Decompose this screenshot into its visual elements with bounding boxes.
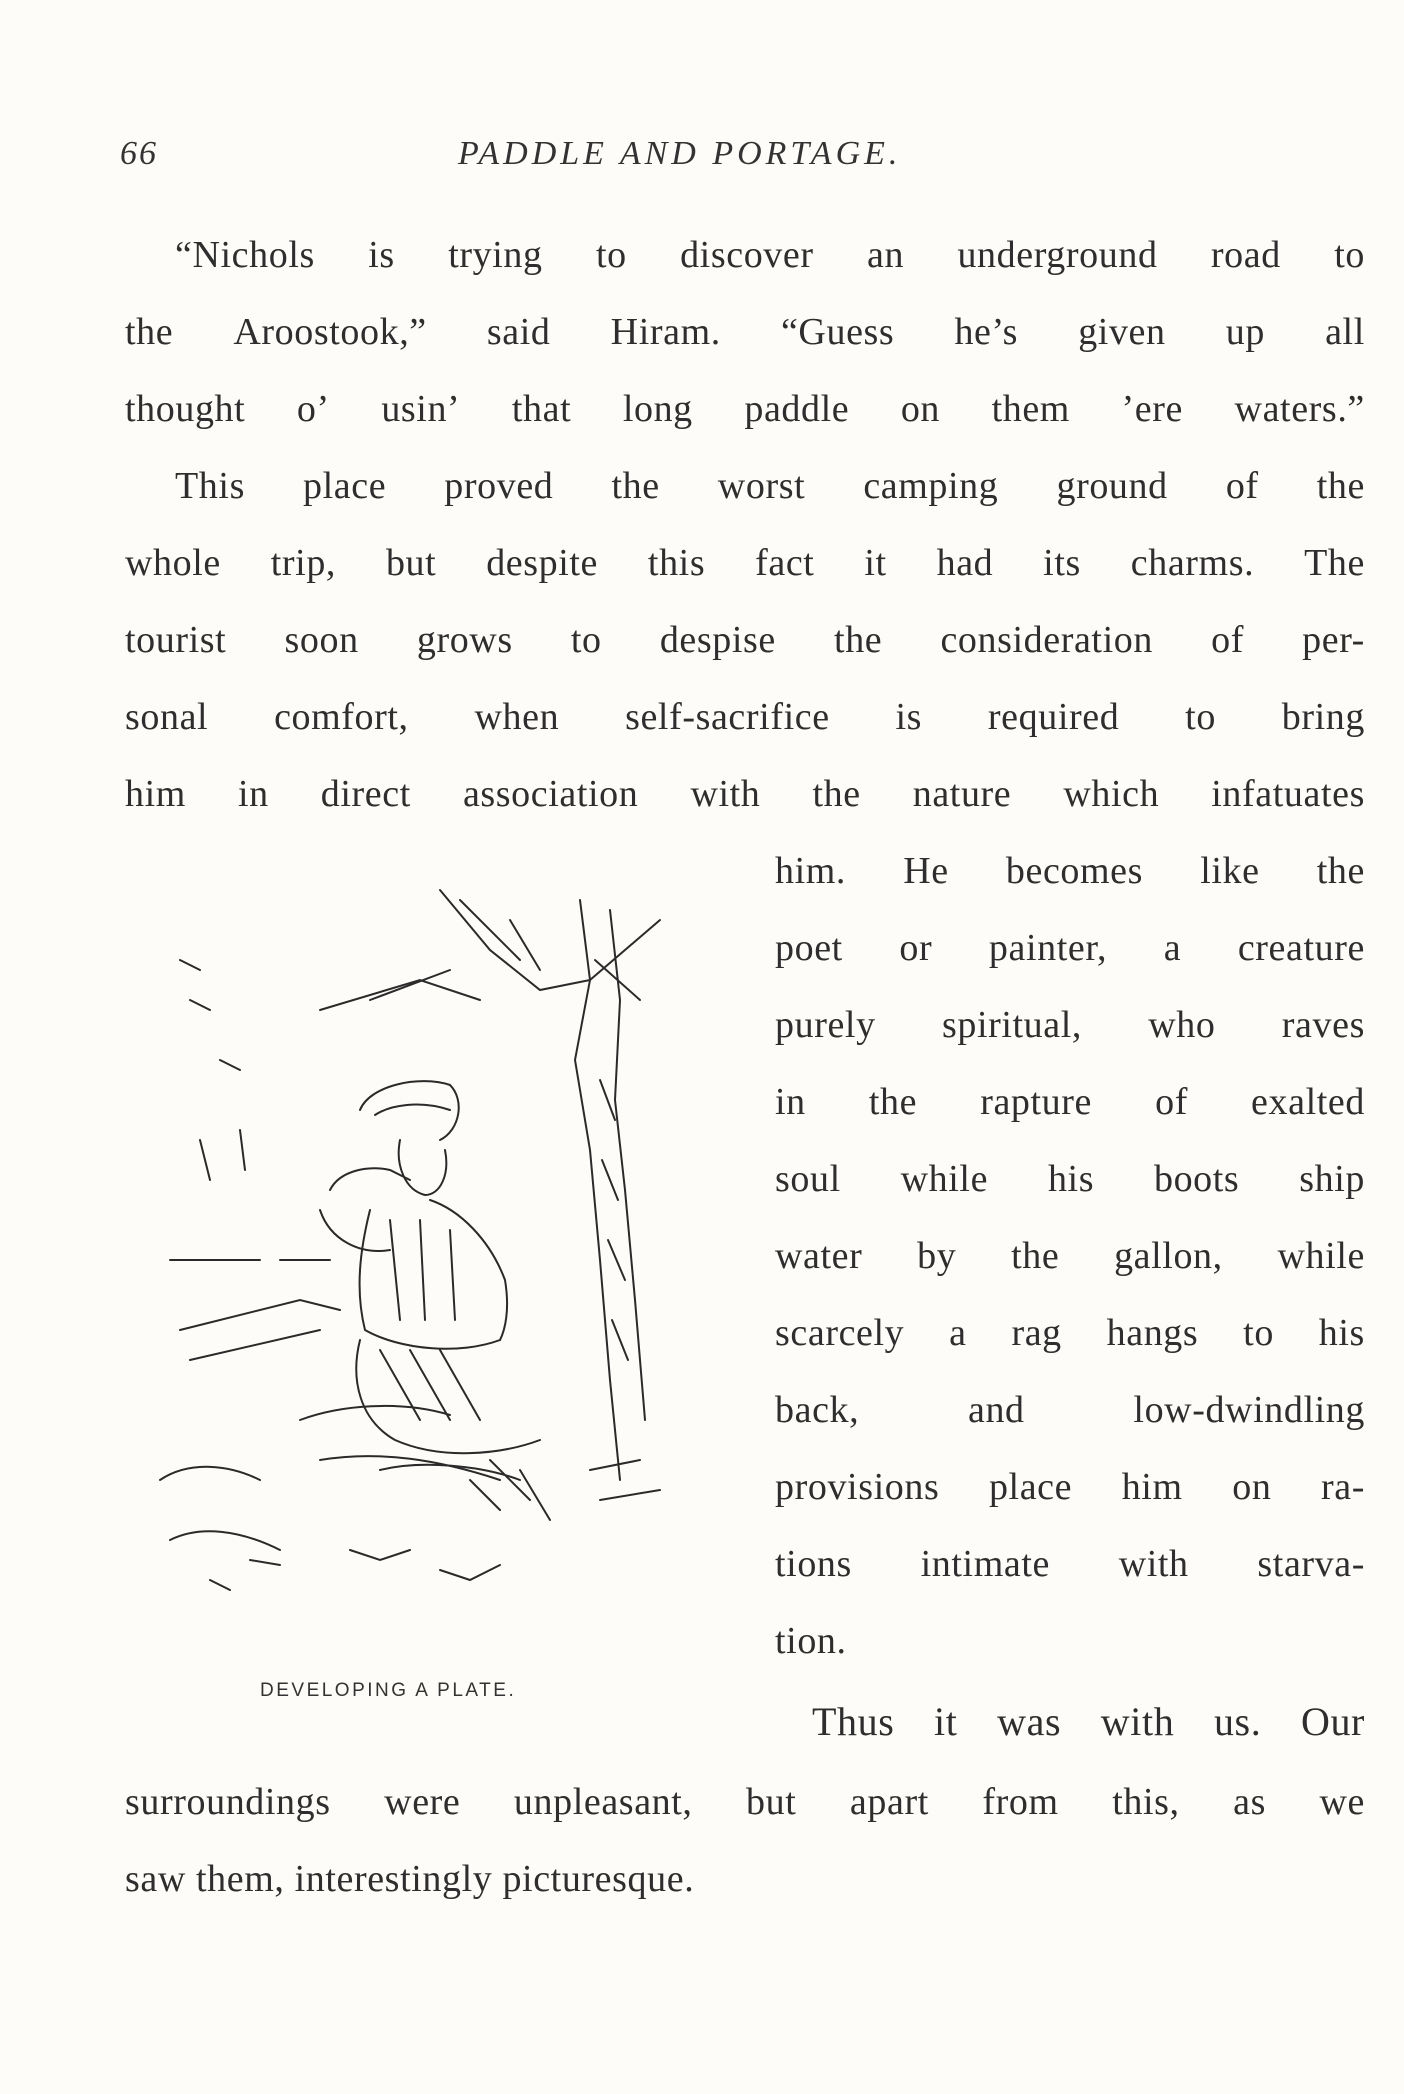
text-line: [775, 995, 1365, 1055]
word: unpleasant,: [513, 1781, 693, 1823]
word: gallon,: [1114, 1235, 1223, 1277]
word: up: [1225, 311, 1265, 353]
word: ship: [1299, 1158, 1365, 1200]
word: fact: [755, 542, 815, 584]
word: given: [1078, 311, 1166, 353]
word: comfort,: [274, 696, 409, 738]
word: Thus: [812, 1699, 895, 1744]
word: purely: [775, 1004, 876, 1046]
word: Aroostook,”: [233, 311, 427, 353]
word: paddle: [744, 388, 850, 430]
text-line: [775, 1226, 1365, 1286]
word: which: [1063, 773, 1160, 815]
word: “Guess: [780, 311, 895, 353]
text-line: [175, 456, 1365, 516]
word: direct: [320, 773, 411, 815]
word: soon: [284, 619, 359, 661]
text-line: tion.: [775, 1620, 847, 1662]
word: him.: [775, 850, 847, 892]
word: despite: [486, 542, 599, 584]
word: the: [1316, 465, 1365, 507]
word: rag: [1011, 1312, 1062, 1354]
text-line: [775, 1072, 1365, 1132]
word: is: [895, 696, 923, 738]
word: to: [595, 234, 627, 276]
word: The: [1304, 542, 1365, 584]
text-line: [775, 918, 1365, 978]
word: all: [1325, 311, 1365, 353]
text-line: [775, 1149, 1365, 1209]
word: discover: [680, 234, 814, 276]
word: rapture: [980, 1081, 1092, 1123]
running-title: PADDLE AND PORTAGE.: [458, 135, 902, 172]
word: its: [1043, 542, 1081, 584]
word: to: [1334, 234, 1365, 276]
word: infatuates: [1211, 773, 1365, 815]
word: nature: [912, 773, 1012, 815]
word: us.: [1213, 1699, 1262, 1744]
word: exalted: [1251, 1081, 1365, 1123]
word: the: [125, 311, 174, 353]
text-line: [125, 764, 1365, 824]
word: an: [867, 234, 905, 276]
word: This: [175, 465, 245, 507]
word: thought: [125, 388, 246, 430]
text-line: [175, 225, 1365, 285]
word: surroundings: [125, 1781, 331, 1823]
word: him: [125, 773, 186, 815]
word: back,: [775, 1389, 860, 1431]
word: waters.”: [1234, 388, 1365, 430]
text-line: [775, 1534, 1365, 1594]
word: tions: [775, 1543, 852, 1585]
word: when: [474, 696, 560, 738]
word: by: [917, 1235, 957, 1277]
word: were: [384, 1781, 461, 1823]
word: of: [1225, 465, 1259, 507]
word: trip,: [270, 542, 337, 584]
word: this: [647, 542, 706, 584]
word: from: [982, 1781, 1059, 1823]
word: water: [775, 1235, 863, 1277]
word: but: [746, 1781, 797, 1823]
word: sonal: [125, 696, 209, 738]
word: soul: [775, 1158, 841, 1200]
word: usin’: [381, 388, 461, 430]
word: said: [486, 311, 551, 353]
illustration: [120, 860, 740, 1660]
word: despise: [659, 619, 776, 661]
word: a: [1163, 927, 1182, 969]
word: provisions: [775, 1466, 940, 1508]
word: long: [622, 388, 693, 430]
word: like: [1200, 850, 1260, 892]
text-line: [812, 1692, 1365, 1752]
word: underground: [957, 234, 1158, 276]
illustration-caption: DEVELOPING A PLATE.: [260, 1680, 517, 1701]
word: Hiram.: [610, 311, 721, 353]
word: the: [1011, 1235, 1060, 1277]
word: was: [997, 1699, 1062, 1744]
word: in: [775, 1081, 806, 1123]
word: with: [690, 773, 761, 815]
text-line: [125, 1772, 1365, 1832]
word: his: [1047, 1158, 1095, 1200]
word: place: [988, 1466, 1073, 1508]
word: the: [1316, 850, 1365, 892]
word: raves: [1281, 1004, 1365, 1046]
word: “Nichols: [175, 234, 315, 276]
word: them: [991, 388, 1070, 430]
text-line: [125, 533, 1365, 593]
word: place: [303, 465, 387, 507]
text-line: saw them, interestingly picturesque.: [125, 1858, 695, 1900]
word: to: [1185, 696, 1216, 738]
page-header: [120, 135, 1020, 185]
word: whole: [125, 542, 221, 584]
word: proved: [444, 465, 554, 507]
word: association: [462, 773, 639, 815]
word: consideration: [940, 619, 1153, 661]
word: required: [987, 696, 1120, 738]
word: self-sacrifice: [625, 696, 830, 738]
word: we: [1319, 1781, 1365, 1823]
word: low-dwindling: [1133, 1389, 1365, 1431]
text-line: [775, 1457, 1365, 1517]
word: of: [1155, 1081, 1188, 1123]
word: but: [385, 542, 437, 584]
word: is: [368, 234, 395, 276]
word: or: [899, 927, 933, 969]
word: a: [949, 1312, 967, 1354]
word: with: [1100, 1699, 1175, 1744]
word: camping: [863, 465, 999, 507]
word: the: [834, 619, 883, 661]
word: in: [237, 773, 269, 815]
word: of: [1211, 619, 1244, 661]
word: poet: [775, 927, 843, 969]
word: on: [900, 388, 941, 430]
word: creature: [1237, 927, 1365, 969]
word: painter,: [988, 927, 1108, 969]
word: trying: [448, 234, 543, 276]
word: the: [868, 1081, 918, 1123]
word: while: [1277, 1235, 1365, 1277]
word: it: [934, 1699, 958, 1744]
text-line: [775, 1303, 1365, 1363]
word: while: [900, 1158, 989, 1200]
word: hangs: [1106, 1312, 1199, 1354]
word: charms.: [1130, 542, 1255, 584]
text-line: [775, 841, 1365, 901]
word: he’s: [954, 311, 1019, 353]
word: apart: [849, 1781, 929, 1823]
word: as: [1233, 1781, 1266, 1823]
word: boots: [1153, 1158, 1240, 1200]
word: road: [1210, 234, 1281, 276]
word: to: [570, 619, 602, 661]
word: bring: [1281, 696, 1365, 738]
word: who: [1148, 1004, 1216, 1046]
text-line: [775, 1380, 1365, 1440]
word: o’: [296, 388, 330, 430]
word: tourist: [125, 619, 227, 661]
word: to: [1243, 1312, 1274, 1354]
word: this,: [1112, 1781, 1180, 1823]
word: becomes: [1005, 850, 1144, 892]
word: scarcely: [775, 1312, 905, 1354]
word: the: [611, 465, 660, 507]
word: and: [967, 1389, 1025, 1431]
word: had: [936, 542, 994, 584]
text-line: [125, 610, 1365, 670]
word: Our: [1300, 1699, 1365, 1744]
text-line: [125, 379, 1365, 439]
word: that: [511, 388, 572, 430]
text-line: [125, 302, 1365, 362]
text-line: [125, 687, 1365, 747]
word: his: [1318, 1312, 1365, 1354]
word: starva-: [1257, 1543, 1365, 1585]
word: per-: [1302, 619, 1365, 661]
word: spiritual,: [941, 1004, 1082, 1046]
word: worst: [717, 465, 806, 507]
word: ’ere: [1121, 388, 1183, 430]
word: He: [903, 850, 949, 892]
word: him: [1121, 1466, 1183, 1508]
word: the: [812, 773, 861, 815]
word: it: [864, 542, 887, 584]
word: grows: [416, 619, 513, 661]
page-number: 66: [120, 135, 158, 172]
word: intimate: [920, 1543, 1050, 1585]
word: ground: [1056, 465, 1168, 507]
word: ra-: [1321, 1466, 1365, 1508]
word: on: [1232, 1466, 1272, 1508]
word: with: [1118, 1543, 1189, 1585]
